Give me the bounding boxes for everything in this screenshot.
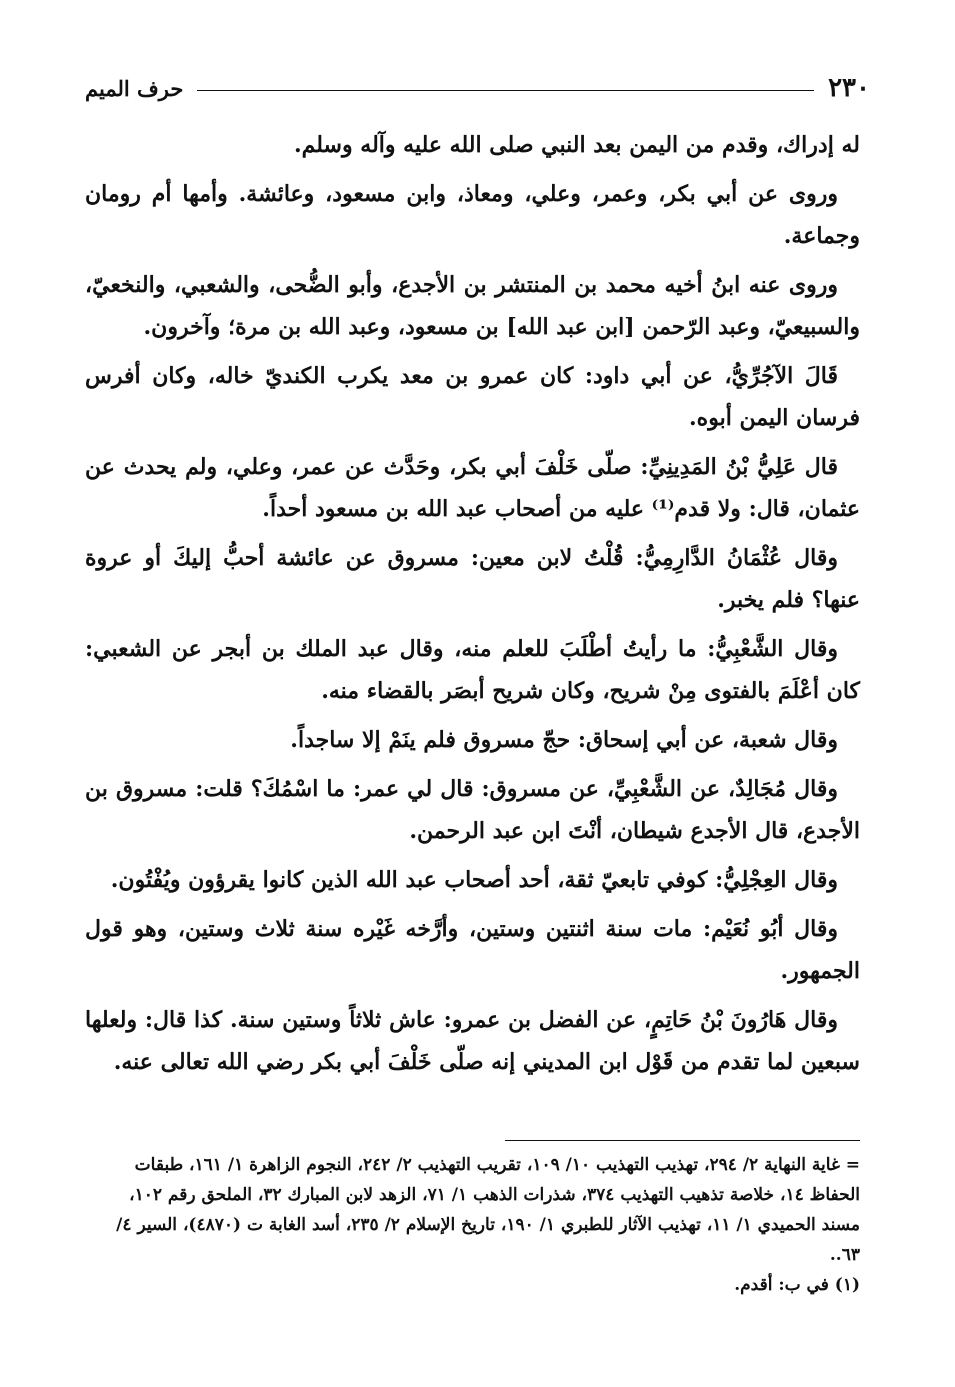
footnotes	[85, 1150, 860, 1300]
paragraph: وقال مُجَالِدٌ، عن الشَّعْبِيِّ، عن مسروق: قال لي عمر: ما اسْمُكَ؟ قلت: مسروق بن الأجدع، قال الأجدع شيطان، أنْتَ ابن عبد الرحمن.	[85, 776, 860, 844]
paragraph: وقال هَارُونَ بْنُ حَاتِمٍ، عن الفضل بن عمرو: عاش ثلاثاً وستين سنة. كذا قال: ولعلها سبعين لما تقدم من قَوْل ابن المديني إنه صلّى خَلْفَ أبي بكر رضي الله تعالى عنه.	[85, 1007, 860, 1075]
main-text	[85, 124, 860, 1090]
paragraph: قَالَ الآجُرِّيُّ، عن أبي داود: كان عمرو بن معد يكرب الكنديّ خاله، وكان أفرس فرسان اليمن أبوه.	[85, 363, 860, 431]
paragraph: وقال العِجْلِيُّ: كوفي تابعيّ ثقة، أحد أصحاب عبد الله الذين كانوا يقرؤون ويُفْتُون.	[110, 867, 838, 893]
footnote-separator	[505, 1140, 860, 1141]
page-number: ٢٣٠	[828, 73, 870, 103]
footnote-1: (١) في ب: أقدم.	[734, 1275, 860, 1295]
running-title: حرف الميم	[85, 75, 184, 101]
paragraph: وقال الشَّعْبِيُّ: ما رأيتُ أطْلَبَ للعلم منه، وقال عبد الملك بن أبجر عن الشعبي: كان أعْلَمَ بالفتوى مِنْ شريح، وكان شريح أبصَر بالقضاء منه.	[85, 636, 860, 704]
header-rule	[197, 90, 814, 91]
paragraph: وقال عُثْمَانُ الدَّارِمِيُّ: قُلْتُ لابن معين: مسروق عن عائشة أحبُّ إليكَ أو عروة عنها؟ فلم يخبر.	[85, 545, 860, 613]
paragraph: وقال أبُو نُعَيْم: مات سنة اثنتين وستين، وأرَّخه غَيْره سنة ثلاث وستين، وهو قول الجمهور.	[85, 916, 860, 984]
page-header	[85, 70, 870, 106]
paragraph: قال عَلِيُّ بْنُ المَدِينِيِّ: صلّى خَلْفَ أبي بكر، وحَدَّث عن عمر، وعلي، ولم يحدث عن عثمان، قال: ولا قدم⁽¹⁾ عليه من أصحاب عبد الله بن مسعود أحداً.	[85, 454, 860, 522]
paragraph: وروى عنه ابنُ أخيه محمد بن المنتشر بن الأجدع، وأبو الضُّحى، والشعبي، والنخعيّ، والسبيعيّ، وعبد الرّحمن [ابن عبد الله] بن مسعود، وعبد الله بن مرة؛ وآخرون.	[85, 272, 860, 340]
paragraph: له إدراك، وقدم من اليمن بعد النبي صلى الله عليه وآله وسلم.	[293, 132, 860, 158]
footnote-continuation: = غاية النهاية ٢/ ٢٩٤، تهذيب التهذيب ١٠/ ١٠٩، تقريب التهذيب ٢/ ٢٤٢، النجوم الزاهرة ١/ ١٦١، طبقات الحفاظ ١٤، خلاصة تذهيب التهذيب ٣٧٤، شذرات الذهب ١/ ٧١، الزهد لابن المبارك ٣٢، الملحق رقم ١٠٢، مسند الحميدي ١/ ١١، تهذيب الآثار للطبري ١/ ١٩٠، تاريخ الإسلام ٢/ ٢٣٥، أسد الغابة ت (٤٨٧٠)، السير ٤/ ٦٣..	[116, 1155, 860, 1265]
paragraph: وروى عن أبي بكر، وعمر، وعلي، ومعاذ، وابن مسعود، وعائشة. وأمها أم رومان وجماعة.	[85, 181, 860, 249]
paragraph: وقال شعبة، عن أبي إسحاق: حجّ مسروق فلم ينَمْ إلا ساجداً.	[290, 727, 838, 753]
